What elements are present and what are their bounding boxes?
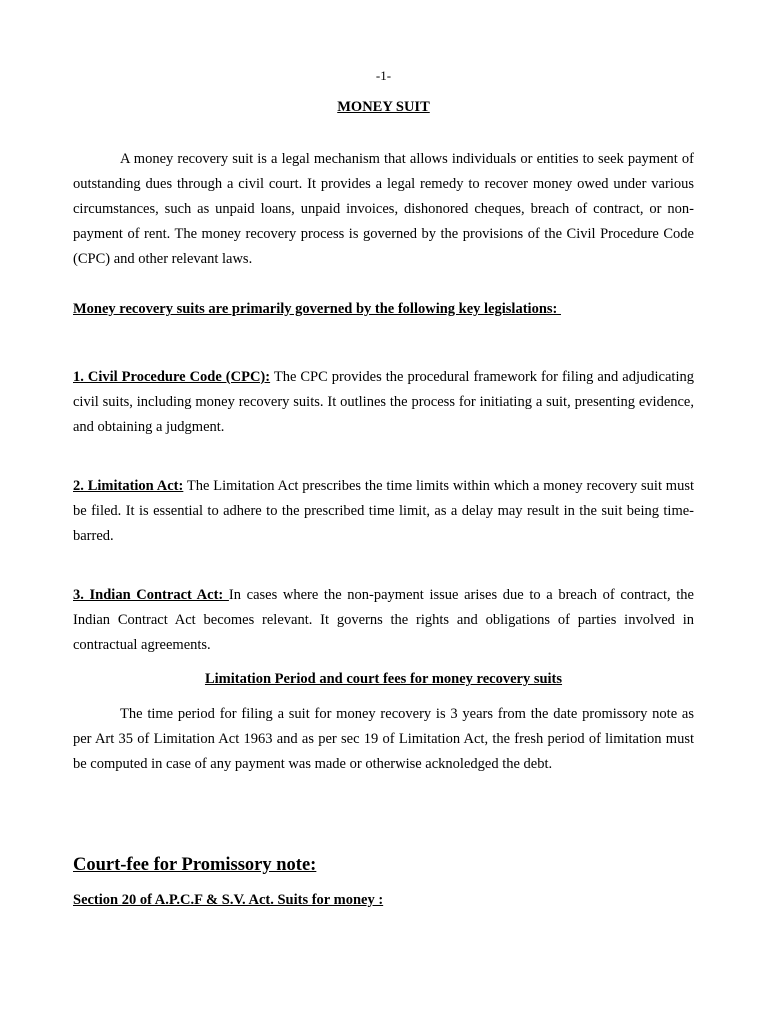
legislation-label: 3. Indian Contract Act: — [73, 587, 229, 603]
legislation-text: The CPC provides the procedural framework for filing and adjudicating civil suits, including money recovery suits. It outlines the process for initiating a suit, presenting evidence, and obtaining a judgment. — [73, 369, 694, 435]
legislation-heading: Money recovery suits are primarily governed by the following key legislations: — [73, 301, 561, 317]
legislation-text: In cases where the non-payment issue arises due to a breach of contract, the Indian Contract Act becomes relevant. It governs the rights and obligations of parties involved in contractual agreements. — [73, 587, 694, 653]
document-title: MONEY SUIT — [337, 99, 430, 115]
legislation-label: 2. Limitation Act: — [73, 478, 184, 494]
intro-paragraph: A money recovery suit is a legal mechanism that allows individuals or entities to seek payment of outstanding dues through a civil court. It provides a legal remedy to recover money owed under various circumstances, such as unpaid loans, unpaid invoices, dishonored cheques, breach of contract, or non-payment of rent. The money recovery process is governed by the provisions of the Civil Procedure Code (CPC) and other relevant laws. — [73, 151, 694, 267]
legislation-item-limitation-act — [73, 474, 694, 549]
legislation-item-cpc — [73, 365, 694, 440]
limitation-heading: Limitation Period and court fees for money recovery suits — [204, 671, 563, 687]
legislation-text: The Limitation Act prescribes the time limits within which a money recovery suit must be filed. It is essential to adhere to the prescribed time limit, as a delay may result in the suit being time-barred. — [73, 478, 694, 544]
section-heading: Section 20 of A.P.C.F & S.V. Act. Suits for money : — [73, 892, 384, 908]
legislation-label: 1. Civil Procedure Code (CPC): — [73, 369, 271, 385]
page-number: -1- — [375, 68, 392, 83]
limitation-paragraph: The time period for filing a suit for money recovery is 3 years from the date promissory note as per Art 35 of Limitation Act 1963 and as per sec 19 of Limitation Act, the fresh period of limitation must be computed in case of any payment was made or otherwise acknoledged the debt. — [73, 706, 694, 772]
court-fee-heading: Court-fee for Promissory note: — [73, 855, 317, 875]
legislation-item-contract-act — [73, 583, 694, 658]
